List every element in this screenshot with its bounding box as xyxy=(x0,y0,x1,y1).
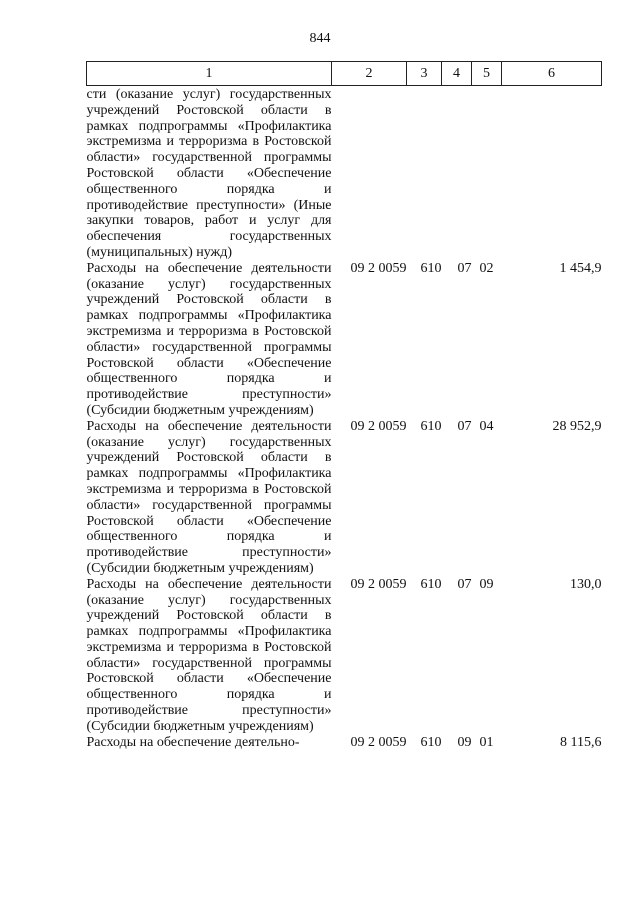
row-expense-type: 610 xyxy=(420,260,442,276)
row-amount: 1 454,9 xyxy=(559,260,602,276)
row-subsection: 01 xyxy=(479,734,494,750)
row-amount: 28 952,9 xyxy=(552,418,602,434)
row-description: Расходы на обеспечение деятельности (оказание услуг) государственных учреждений Ростовской области в рамках подпрограммы «Профилактика экстремизма и терроризма в Ростовской области» государственной программы Ростовской области «Обеспечение общественного порядка и противодействие преступности» (Субсидии бюджетным учреждениям) xyxy=(86,260,332,418)
table-row xyxy=(87,577,602,735)
table-row xyxy=(87,261,602,419)
row-subsection xyxy=(472,86,502,261)
col-header-6: 6 xyxy=(502,62,602,86)
row-expense-type xyxy=(407,86,442,261)
row-section: 07 xyxy=(457,576,472,592)
row-section: 07 xyxy=(457,260,472,276)
row-amount: 8 115,6 xyxy=(560,734,602,750)
col-header-2: 2 xyxy=(332,62,407,86)
col-header-3: 3 xyxy=(407,62,442,86)
budget-table xyxy=(86,61,602,750)
row-description: сти (оказание услуг) государственных учреждений Ростовской области в рамках подпрограммы «Профилактика экстремизма и терроризма в Ростовской области» государственной программы Ростовской области «Обеспечение общественного порядка и противодействие преступности» (Иные закупки товаров, работ и услуг для обеспечения государственных (муниципальных) нужд) xyxy=(86,87,332,260)
row-subsection: 04 xyxy=(479,418,494,434)
table-row xyxy=(87,86,602,261)
row-section: 07 xyxy=(457,418,472,434)
row-target-code: 09 2 0059 xyxy=(350,418,407,434)
row-section xyxy=(442,86,472,261)
col-header-4: 4 xyxy=(442,62,472,86)
row-target-code: 09 2 0059 xyxy=(350,576,407,592)
row-expense-type: 610 xyxy=(420,418,442,434)
table-row xyxy=(87,419,602,577)
row-subsection: 09 xyxy=(479,576,494,592)
row-section: 09 xyxy=(457,734,472,750)
row-subsection: 02 xyxy=(479,260,494,276)
row-target-code: 09 2 0059 xyxy=(350,734,407,750)
table-header-row xyxy=(87,62,602,86)
row-expense-type: 610 xyxy=(420,734,442,750)
row-expense-type: 610 xyxy=(420,576,442,592)
row-target-code: 09 2 0059 xyxy=(350,260,407,276)
page-number: 844 xyxy=(309,31,331,46)
row-description: Расходы на обеспечение деятельно- xyxy=(86,734,300,750)
col-header-1: 1 xyxy=(87,62,332,86)
row-target-code xyxy=(332,86,407,261)
row-description: Расходы на обеспечение деятельности (оказание услуг) государственных учреждений Ростовской области в рамках подпрограммы «Профилактика экстремизма и терроризма в Ростовской области» государственной программы Ростовской области «Обеспечение общественного порядка и противодействие преступности» (Субсидии бюджетным учреждениям) xyxy=(86,418,332,576)
col-header-5: 5 xyxy=(472,62,502,86)
row-description: Расходы на обеспечение деятельности (оказание услуг) государственных учреждений Ростовской области в рамках подпрограммы «Профилактика экстремизма и терроризма в Ростовской области» государственной программы Ростовской области «Обеспечение общественного порядка и противодействие преступности» (Субсидии бюджетным учреждениям) xyxy=(86,576,332,734)
row-amount: 130,0 xyxy=(570,576,602,592)
row-amount xyxy=(502,86,602,261)
table-row xyxy=(87,735,602,751)
